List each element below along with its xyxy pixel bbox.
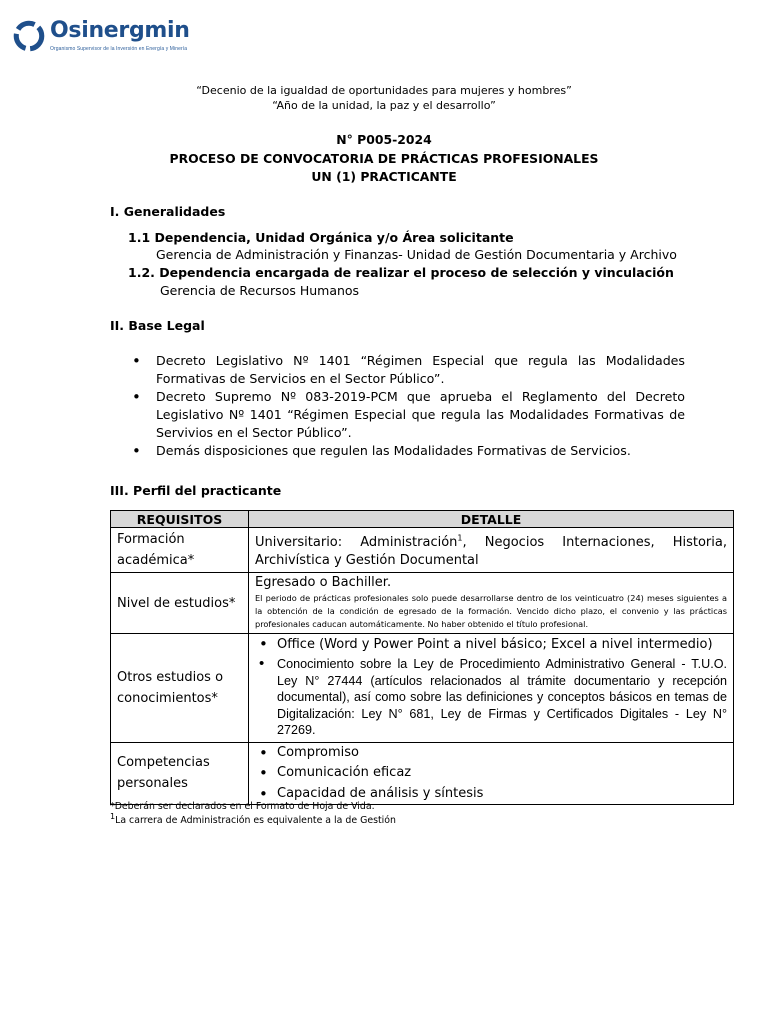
footnote-1-marker: 1 bbox=[110, 811, 116, 821]
table-row bbox=[111, 528, 734, 573]
footnote-declaration: *Deberán ser declarados en el Formato de Hoja de Vida. bbox=[110, 801, 375, 812]
logo-tagline: Organismo Supervisor de la Inversión en Energía y Minería bbox=[50, 46, 188, 52]
competencia-item: • Capacidad de análisis y síntesis bbox=[255, 784, 727, 805]
requirements-table bbox=[110, 510, 734, 805]
otros-list bbox=[255, 635, 727, 739]
row-label-formacion: Formación académica* bbox=[111, 528, 249, 573]
header-detalle: DETALLE bbox=[249, 511, 734, 528]
document-title: PROCESO DE CONVOCATORIA DE PRÁCTICAS PROFESIONALES bbox=[169, 151, 599, 166]
base-legal-list bbox=[130, 352, 685, 460]
formacion-detail-end: , Negocios Internaciones, Historia, Archivística y Gestión Documental bbox=[255, 534, 727, 568]
row-detail-competencias bbox=[249, 742, 734, 805]
otros-item: • Office (Word y Power Point a nivel básico; Excel a nivel intermedio) bbox=[255, 635, 727, 654]
motto-year: “Año de la unidad, la paz y el desarrollo” bbox=[272, 99, 496, 112]
row-detail-formacion bbox=[249, 528, 734, 573]
footnote-1 bbox=[110, 811, 396, 826]
item-1-1-value: Gerencia de Administración y Finanzas- Unidad de Gestión Documentaria y Archivo bbox=[156, 247, 677, 262]
row-label-nivel: Nivel de estudios* bbox=[111, 573, 249, 634]
formacion-detail-start: Universitario: Administración bbox=[255, 534, 458, 550]
item-1-2-title: 1.2. Dependencia encargada de realizar el proceso de selección y vinculación bbox=[128, 265, 674, 280]
base-legal-item: • Decreto Legislativo Nº 1401 “Régimen Especial que regula las Modalidades Formativas de Servicios en el Sector Público”. bbox=[130, 352, 685, 388]
section-base-legal-title: II. Base Legal bbox=[110, 318, 205, 333]
competencias-list bbox=[255, 743, 727, 805]
section-perfil-title: III. Perfil del practicante bbox=[110, 483, 282, 498]
table-row bbox=[111, 573, 734, 634]
item-1-2-value: Gerencia de Recursos Humanos bbox=[160, 283, 360, 298]
document-number: N° P005-2024 bbox=[336, 132, 432, 147]
footnote-1-text: La carrera de Administración es equivalente a la de Gestión bbox=[115, 815, 396, 826]
row-detail-nivel bbox=[249, 573, 734, 634]
header-requisitos: REQUISITOS bbox=[111, 511, 249, 528]
otros-item: • Conocimiento sobre la Ley de Procedimiento Administrativo General - T.U.O. Ley N° 27444 (artículos relacionados al trámite documentario y recepción documental), así como sobre las definiciones y conceptos básicos en temas de Digitalización: Ley N° 681, Ley de Firmas y Certificados Digitales - Ley N° 27269. bbox=[255, 656, 727, 739]
row-label-otros: Otros estudios o conocimientos* bbox=[111, 634, 249, 743]
document-subtitle: UN (1) PRACTICANTE bbox=[311, 169, 457, 184]
section-generalidades-title: I. Generalidades bbox=[110, 204, 226, 219]
motto-decade: “Decenio de la igualdad de oportunidades para mujeres y hombres” bbox=[196, 84, 572, 97]
osinergmin-emblem-icon bbox=[12, 19, 46, 53]
nivel-detail: Egresado o Bachiller. bbox=[255, 575, 392, 590]
base-legal-item: • Decreto Supremo Nº 083-2019-PCM que aprueba el Reglamento del Decreto Legislativo Nº 1401 “Régimen Especial que regula las Modalidades Formativas de Servivios en el Sector Público”. bbox=[130, 388, 685, 442]
table-row bbox=[111, 634, 734, 743]
table-header-row bbox=[111, 511, 734, 528]
base-legal-item: • Demás disposiciones que regulen las Modalidades Formativas de Servicios. bbox=[130, 442, 685, 460]
nivel-note: El periodo de prácticas profesionales solo puede desarrollarse dentro de los veinticuatro (24) meses siguientes a la obtención de la condición de egresado de la formación. Vencido dicho plazo, el convenio y las prácticas profesionales caducan automáticamente. No haber obtenido el título profesional. bbox=[255, 593, 727, 629]
row-detail-otros bbox=[249, 634, 734, 743]
footnote-ref: 1 bbox=[457, 533, 463, 543]
logo-name: Osinergmin bbox=[50, 18, 190, 43]
item-1-1-title: 1.1 Dependencia, Unidad Orgánica y/o Área solicitante bbox=[128, 230, 514, 245]
competencia-item: • Comunicación eficaz bbox=[255, 763, 727, 784]
osinergmin-logo bbox=[12, 18, 190, 53]
competencia-item: • Compromiso bbox=[255, 743, 727, 764]
table-row bbox=[111, 742, 734, 805]
row-label-competencias: Competencias personales bbox=[111, 742, 249, 805]
